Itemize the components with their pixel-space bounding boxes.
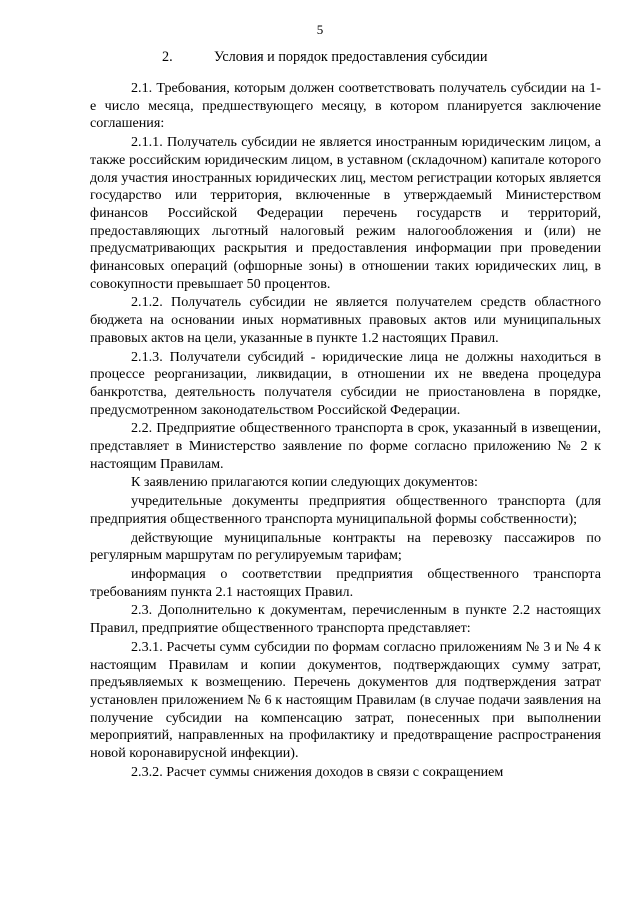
section-title: Условия и порядок предоставления субсидии: [214, 49, 488, 65]
paragraph-compliance-info: информация о соответствии предприятия общественного транспорта требованиям пункта 2.1 настоящих Правил.: [90, 565, 601, 600]
document-body: [90, 80, 601, 781]
section-heading: [90, 48, 600, 67]
paragraph-2-1-2: 2.1.2. Получатель субсидии не является получателем средств областного бюджета на основании иных нормативных правовых актов или муниципальных правовых актов на цели, указанные в пункте 1.2 настоящих Правил.: [90, 294, 601, 346]
paragraph-2-1: 2.1. Требования, которым должен соответствовать получатель субсидии на 1-е число месяца, предшествующего месяцу, в котором планируется заключение соглашения:: [90, 80, 601, 132]
page-number: 5: [316, 22, 324, 37]
paragraph-founding-documents: учредительные документы предприятия общественного транспорта (для предприятия общественного транспорта муниципальной формы собственности);: [90, 493, 601, 527]
paragraph-2-3-1: 2.3.1. Расчеты сумм субсидии по формам согласно приложениям № 3 и № 4 к настоящим Правилам и копии документов, подтверждающих сумму затрат, предъявляемых к возмещению. Перечень документов для подтверждения затрат установлен приложением № 6 к настоящим Правилам (в случае подачи заявления на получение субсидии на компенсацию затрат, понесенных при выполнении мероприятий, направленных на профилактику и предотвращение распространения новой коронавирусной инфекции).: [90, 638, 601, 762]
paragraph-2-3-2: 2.3.2. Расчет суммы снижения доходов в связи с сокращением: [131, 763, 504, 780]
paragraph-2-1-3: 2.1.3. Получатели субсидий - юридические лица не должны находиться в процессе реорганизации, ликвидации, в отношении их не введена процедура банкротства, деятельность получателя субсидии не приостановлена в порядке, предусмотренном законодательством Российской Федерации.: [90, 348, 601, 418]
paragraph-2-2: 2.2. Предприятие общественного транспорта в срок, указанный в извещении, представляет в Министерство заявление по форме согласно приложению № 2 к настоящим Правилам.: [90, 420, 601, 472]
paragraph-attachments-intro: К заявлению прилагаются копии следующих документов:: [131, 474, 478, 491]
paragraph-2-1-1: 2.1.1. Получатель субсидии не является иностранным юридическим лицом, а также российским юридическим лицом, в уставном (складочном) капитале которого доля участия иностранных юридических лиц, местом регистрации которых является государство или территория, включенные в утверждаемый Министерством финансов Российской Федерации перечень государств и территорий, предоставляющих льготный налоговый режим налогообложения и (или) не предусматривающих раскрытия и предоставления информации при проведении финансовых операций (офшорные зоны) в отношении таких юридических лиц, в совокупности превышает 50 процентов.: [90, 134, 601, 292]
paragraph-2-3: 2.3. Дополнительно к документам, перечисленным в пункте 2.2 настоящих Правил, предприятие общественного транспорта представляет:: [90, 602, 601, 637]
paragraph-municipal-contracts: действующие муниципальные контракты на перевозку пассажиров по регулярным маршрутам по регулируемым тарифам;: [90, 529, 601, 564]
section-number: 2.: [162, 49, 173, 65]
